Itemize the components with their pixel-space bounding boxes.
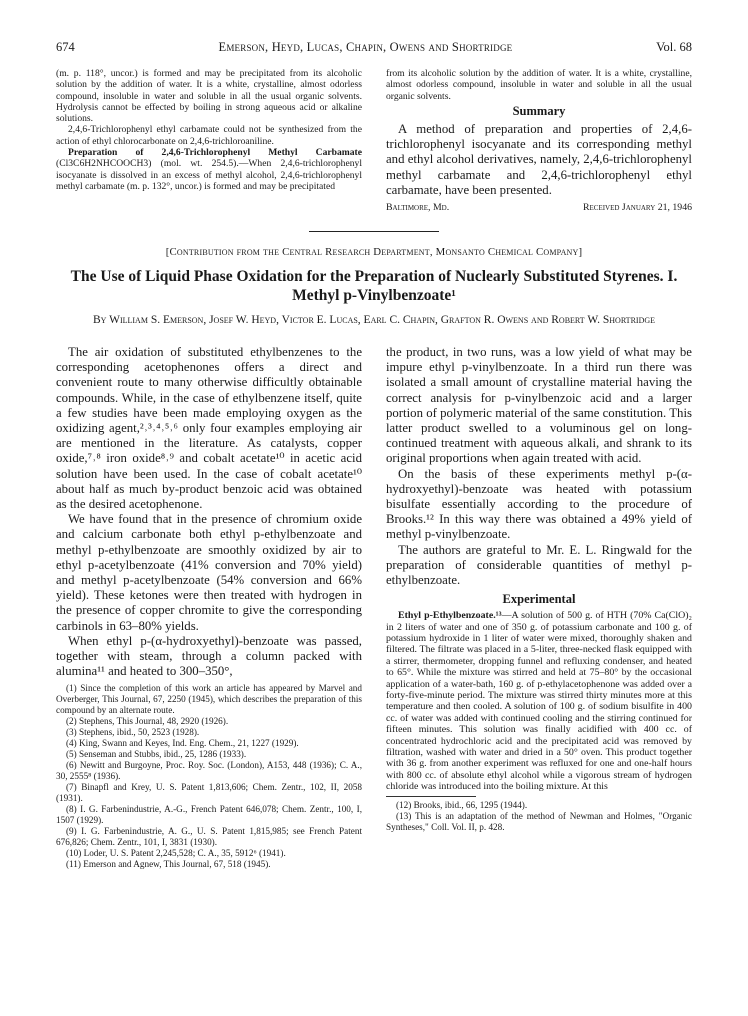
- volume-number: Vol. 68: [656, 40, 692, 54]
- paragraph: [56, 147, 362, 192]
- paragraph: [386, 610, 692, 793]
- paragraph-heading: Preparation of 2,4,6-Trichlorophenyl Methyl Carbamate: [68, 147, 362, 159]
- body-left-column: [56, 345, 362, 870]
- footnote: (7) Binapfl and Krey, U. S. Patent 1,813,606; Chem. Zentr., 102, II, 2058 (1931).: [56, 782, 362, 804]
- paragraph-text: —A solution of 500 g. of HTH (70% Ca(ClO)₂ in 2 liters of water and one of 350 g. of potassium carbonate and 100 g. of potassium hydroxide in 1 liter of water were mixed, thoroughly shaken and filtered. The filtrate was placed in a 5-liter, three-necked flask equipped with a stirrer, thermometer, dropping funnel and refluxing condenser, and heated to 65°. While the mixture was stirred and held at 75–80° by the occasional application of a water-bath, 160 g. of p-ethylacetophenone was added over a forty-five-minute period. The mixture was stirred thirty minutes more at this temperature and then cooled. A solution of 100 g. of sodium bisulfite in 400 cc. of water was added with continued cooling and the stirring continued for fifteen minutes. This solution was finally acidified with 400 cc. of concentrated hydrochloric acid and the precipitated acid was removed by filtration, washed with water and dried in a 50° oven. This product together with 36 g. from another experiment was refluxed for one and one-half hours with 800 cc. of absolute ethyl alcohol while a vigorous stream of hydrogen chloride was introduced into the boiling mixture. At this: [386, 610, 692, 793]
- previous-article-tail: [56, 68, 692, 213]
- footnote: (11) Emerson and Agnew, This Journal, 67, 518 (1945).: [66, 859, 271, 870]
- footnote: (2) Stephens, This Journal, 48, 2920 (1926).: [66, 716, 229, 727]
- paragraph: We have found that in the presence of chromium oxide and calcium carbonate both ethyl p-ethylbenzoate and methyl p-ethylbenzoate are smoothly oxidized by air to ethyl p-acetylbenzoate (41% conversion and 70% yield) and methyl p-acetylbenzoate (54% conversion and 66% yield). These ketones were then treated with hydrogen in the presence of copper chromite to give the corresponding carbinols in 63–80% yields.: [56, 512, 362, 633]
- paragraph-heading: Ethyl p-Ethylbenzoate.¹³: [398, 610, 502, 622]
- paragraph: The authors are grateful to Mr. E. L. Ringwald for the preparation of considerable quantities of methyl p-ethylbenzoate.: [386, 542, 692, 587]
- journal-page: [56, 40, 692, 870]
- article-signature: [386, 202, 692, 213]
- running-header: [56, 40, 692, 58]
- paragraph: the product, in two runs, was a low yield of what may be impure ethyl p-vinylbenzoate. In a third run there was isolated a small amount of crystalline material having the correct analysis for p-vinylbenzoic acid and a larger portion of polymeric material of the same constitution. This latter product swelled to a voluminous gel on long-continued treatment with aqueous alkali, and shrank to its original proportions when again treated with acid.: [386, 344, 692, 466]
- paragraph: (m. p. 118°, uncor.) is formed and may be precipitated from its alcoholic solution by the addition of water. It is a white, crystalline, almost odorless compound, insoluble in water and soluble in all the usual organic solvents. Hydrolysis cannot be effected by boiling in strong aqueous acid or alkaline solutions.: [56, 68, 362, 125]
- paragraph: On the basis of these experiments methyl p-(α-hydroxyethyl)-benzoate was heated with potassium bisulfate essentially according to the procedure of Brooks.¹² In this way there was obtained a 49% yield of methyl p-vinylbenzoate.: [386, 466, 692, 542]
- footnotes-left: [56, 683, 362, 870]
- footnote: (13) This is an adaptation of the method of Newman and Holmes, "Organic Syntheses," Coll. Vol. II, p. 428.: [386, 810, 692, 832]
- footnote: (6) Newitt and Burgoyne, Proc. Roy. Soc. (London), A153, 448 (1936); C. A., 30, 2555⁸ (1936).: [56, 760, 362, 782]
- section-heading-summary: Summary: [512, 103, 566, 118]
- footnote: (3) Stephens, ibid., 50, 2523 (1928).: [66, 727, 200, 738]
- author-byline: By William S. Emerson, Josef W. Heyd, Victor E. Lucas, Earl C. Chapin, Grafton R. Owens and Robert W. Shortridge: [92, 313, 656, 326]
- body-right-column: [386, 345, 692, 870]
- separator-rule: [309, 231, 439, 232]
- paragraph-text: (Cl3C6H2NHCOOCH3) (mol. wt. 254.5).—When 2,4,6-trichlorophenyl isocyanate is dissolved in an excess of methyl alcohol, 2,4,6-trichlorophenyl methyl carbamate (m. p. 132°, uncor.) is formed and may be precipitated: [56, 158, 362, 192]
- previous-article-right-column: [386, 68, 692, 213]
- location: Baltimore, Md.: [386, 201, 450, 213]
- footnotes-right: [386, 800, 692, 833]
- paragraph: The air oxidation of substituted ethylbenzenes to the corresponding acetophenones offers a direct and convenient route to many otherwise difficultly obtainable compounds. While, in the case of ethylbenzene itself, quite a few studies have been made employing oxygen as the oxidizing agent,²˒³˒⁴˒⁵˒⁶ only four examples employing air are mentioned in the literature. As catalysts, copper oxide,⁷˒⁸ iron oxide⁸˒⁹ and cobalt acetate¹⁰ in acetic acid solution have been used. In the case of cobalt acetate¹⁰ about half as much by-product benzoic acid was obtained as the desired acetophenone.: [56, 344, 362, 511]
- paragraph: from its alcoholic solution by the addition of water. It is a white, crystalline, almost odorless compound, insoluble in water and soluble in all the usual organic solvents.: [386, 68, 692, 102]
- previous-article-left-column: [56, 68, 362, 213]
- footnote-rule: [386, 796, 476, 797]
- article-body: [56, 345, 692, 870]
- paragraph: When ethyl p-(α-hydroxyethyl)-benzoate was passed, together with steam, through a column packed with alumina¹¹ and heated to 300–350°,: [56, 633, 362, 679]
- summary-paragraph: A method of preparation and properties of 2,4,6-trichlorophenyl isocyanate and its corresponding methyl and ethyl alcohol derivatives, namely, 2,4,6-trichlorophenyl methyl carbamate and 2,4,6-trichlorophenyl ethyl carbamate, have been presented.: [386, 121, 692, 197]
- footnote: (1) Since the completion of this work an article has appeared by Marvel and Overberger, This Journal, 67, 2250 (1945), which describes the preparation of this compound by an alternate route.: [56, 683, 362, 716]
- footnote: (12) Brooks, ibid., 66, 1295 (1944).: [396, 799, 528, 810]
- paragraph: 2,4,6-Trichlorophenyl ethyl carbamate could not be synthesized from the action of ethyl chlorocarbonate on 2,4,6-trichloroaniline.: [56, 124, 362, 147]
- footnote: (4) King, Swann and Keyes, Ind. Eng. Chem., 21, 1227 (1929).: [66, 738, 299, 749]
- footnote: (5) Senseman and Stubbs, ibid., 25, 1286 (1933).: [66, 749, 247, 760]
- footnote: (9) I. G. Farbenindustrie, A. G., U. S. Patent 1,815,985; see French Patent 676,826; Chem. Zentr., 101, I, 3831 (1930).: [56, 826, 362, 848]
- footnote: (8) I. G. Farbenindustrie, A.-G., French Patent 646,078; Chem. Zentr., 100, I, 1507 (1929).: [56, 804, 362, 826]
- article-title: The Use of Liquid Phase Oxidation for the Preparation of Nuclearly Substituted Styrenes. I. Methyl p-Vinylbenzoate¹: [70, 267, 678, 304]
- section-heading-experimental: Experimental: [502, 592, 576, 607]
- received-date: Received January 21, 1946: [582, 201, 692, 213]
- contribution-line: [Contribution from the Central Research Department, Monsanto Chemical Company]: [165, 245, 583, 258]
- running-authors: Emerson, Heyd, Lucas, Chapin, Owens and Shortridge: [218, 40, 513, 54]
- footnote: (10) Loder, U. S. Patent 2,245,528; C. A., 35, 5912⁶ (1941).: [66, 848, 286, 859]
- page-number: 674: [56, 40, 75, 54]
